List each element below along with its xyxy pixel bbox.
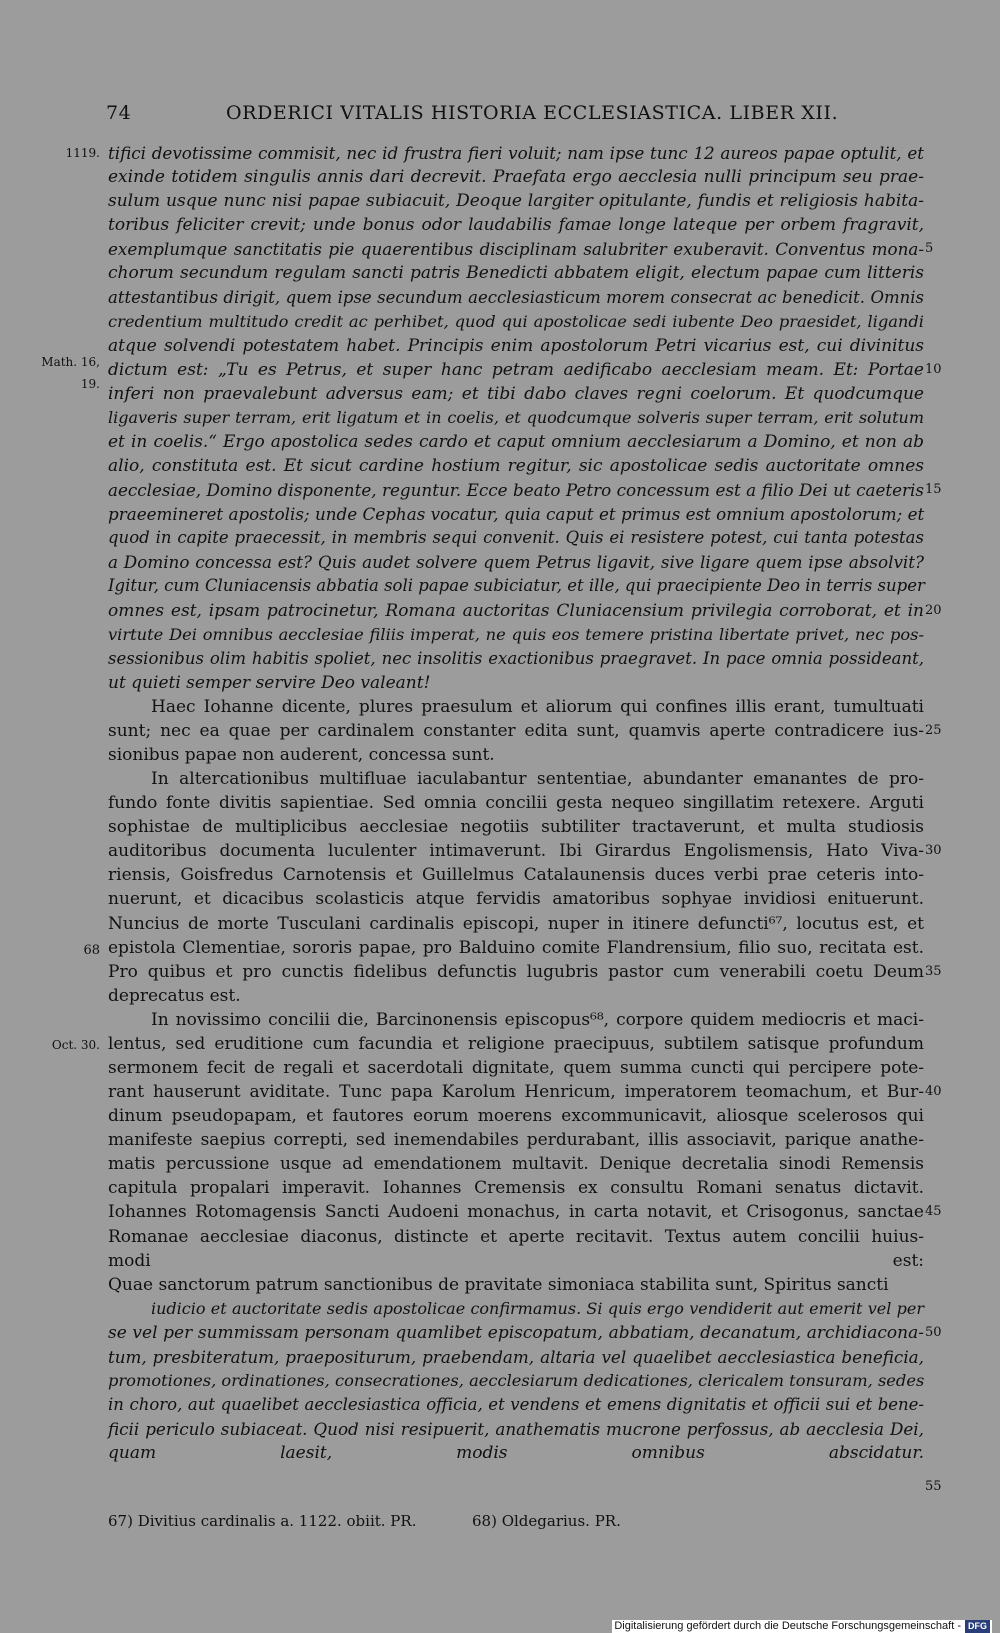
line-number: 15 [925, 482, 942, 497]
text-line: In novissimo concilii die, Barcinonensis episcopus⁶⁸, corpore quidem mediocris et maci- [151, 1010, 924, 1030]
line-number: 30 [925, 843, 942, 858]
text-line: dictum est: „Tu es Petrus, et super hanc petram aedificabo aecclesiam meam. Et: Portae [108, 360, 924, 380]
footnote: 67) Divitius cardinalis a. 1122. obiit. PR. [108, 1512, 417, 1530]
line-number: 5 [925, 241, 934, 256]
margin-year: 1119. [65, 146, 100, 160]
text-line: Iohannes Rotomagensis Sancti Audoeni monachus, in carta notavit, et Crisogonus, sanctae [108, 1202, 924, 1222]
text-line: exemplumque sanctitatis pie quaerentibus disciplinam salubriter exuberavit. Conventus mona- [108, 239, 924, 259]
text-line: deprecatus est. [108, 986, 241, 1006]
text-line: ut quieti semper servire Deo valeant! [108, 673, 431, 693]
text-line: Romanae aecclesiae diaconus, distincte et aperte recitavit. Textus autem concilii huius- [108, 1227, 924, 1247]
text-line: promotiones, ordinationes, consecrationes, aecclesiarum dedicationes, clericalem tonsuram, sedes [108, 1371, 925, 1390]
footnote: 68) Oldegarius. PR. [472, 1512, 621, 1530]
text-line: quod in capite praecessit, in membris sequi convenit. Quis ei resistere potest, cui tanta potestas [108, 528, 924, 547]
line-number: 50 [925, 1325, 942, 1340]
line-number: 55 [925, 1479, 942, 1494]
text-line: manifeste saepius correpti, sed inemendabiles perdurabant, illis associavit, parique anathe- [108, 1130, 924, 1150]
page-number: 74 [106, 102, 132, 124]
text-line: exinde totidem singulis annis dari decrevit. Praefata ergo aecclesia nulli principum seu prae- [108, 167, 924, 187]
text-line: dinum pseudopapam, et fautores eorum moerens excommunicavit, aliosque scelerosos qui [108, 1106, 924, 1126]
text-line: omnes est, ipsam patrocinetur, Romana auctoritas Cluniacensium privilegia corroborat, et in [108, 601, 924, 621]
text-line: credentium multitudo credit ac perhibet, quod qui apostolicae sedi iubente Deo praesidet, ligandi [108, 312, 924, 331]
dfg-logo: DFG [965, 1620, 990, 1633]
text-line: nuerunt, et dicacibus scolasticis atque fervidis amatoribus sophyae invidiosi enituerunt. [108, 889, 924, 909]
text-line: tum, presbiteratum, praepositurum, praebendam, altaria vel quaelibet aecclesiastica beneficia, [108, 1347, 924, 1367]
text-line: aecclesiae, Domino disponente, reguntur. Ecce beato Petro concessum est a filio Dei ut caeteris [108, 480, 924, 500]
text-line: auditoribus documenta luculenter intimaverunt. Ibi Girardus Engolismensis, Hato Viva- [108, 841, 924, 861]
margin-note-reference: 68 [83, 943, 100, 958]
running-title: ORDERICI VITALIS HISTORIA ECCLESIASTICA. LIBER XII. [226, 102, 839, 124]
line-number: 20 [925, 603, 942, 618]
margin-date: Oct. 30. [51, 1038, 100, 1052]
line-number: 40 [925, 1084, 942, 1099]
text-line: sessionibus olim habitis spoliet, nec insolitis exactionibus praegravet. In pace omnia possideant, [108, 649, 924, 668]
text-line: Pro quibus et pro cunctis fidelibus defunctis lugubris pastor cum venerabili coetu Deum [108, 962, 924, 982]
line-number: 25 [925, 723, 942, 738]
text-line: epistola Clementiae, sororis papae, pro Balduino comite Flandrensium, filio suo, recitata est. [108, 938, 924, 958]
line-number: 45 [925, 1204, 942, 1219]
text-line: In altercationibus multifluae iaculabantur sententiae, abundanter emanantes de pro- [151, 769, 924, 789]
text-line: atque solvendi potestatem habet. Principis enim apostolorum Petri vicarius est, cui divinitus [108, 336, 924, 356]
text-line: in choro, aut quaelibet aecclesiastica officia, et vendens et emens dignitatis et officii sui et bene- [108, 1395, 924, 1414]
text-line: sophistae de multiplicibus aecclesiae negotiis subtiliter tractaverunt, et multa studiosis [108, 817, 924, 837]
text-line: sermonem fecit de regali et sacerdotali dignitate, quem summa cuncti qui percipere pote- [108, 1058, 924, 1078]
text-line: virtute Dei omnibus aecclesiae filiis imperat, ne quis eos temere pristina libertate privet, nec pos- [108, 625, 924, 644]
text-line: tifici devotissime commisit, nec id frustra fieri voluit; nam ipse tunc 12 aureos papae optulit, et [108, 143, 924, 163]
text-line: sunt; nec ea quae per cardinalem constanter edita sunt, quamvis aperte contradicere ius- [108, 721, 924, 741]
page-header [0, 102, 1000, 132]
text-line: se vel per summissam personam quamlibet episcopatum, abbatiam, decanatum, archidiacona- [108, 1323, 924, 1343]
text-line: matis percussione usque ad emendationem multavit. Denique decretalia sinodi Remensis [108, 1154, 924, 1174]
text-line: Igitur, cum Cluniacensis abbatia soli papae subiciatur, et ille, qui praecipiente Deo in terris super [108, 576, 925, 595]
funding-note [612, 1620, 992, 1633]
text-line [108, 1466, 924, 1490]
text-line: lentus, sed eruditione cum facundia et religione praecipuus, subtilem satisque profundum [108, 1034, 924, 1054]
text-line: capitula propalari imperavit. Iohannes Cremensis ex consultu Romani senatus dictavit. [108, 1178, 924, 1198]
text-line: inferi non praevalebunt adversus eam; et tibi dabo claves regni coelorum. Et quodcumque [108, 384, 924, 404]
line-number: 10 [925, 362, 942, 377]
text-line: attestantibus dirigit, quem ipse secundum aecclesiasticum morem consecrat ac benedicit. Omnis [108, 288, 924, 307]
text-line: alio, constituta est. Et sicut cardine hostium regitur, sic apostolicae sedis auctoritate omnes [108, 456, 924, 476]
text-line: Nuncius de morte Tusculani cardinalis episcopi, nuper in itinere defuncti⁶⁷, locutus est, et [108, 914, 924, 934]
text-line: chorum secundum regulam sancti patris Benedicti abbatem eligit, electum papae cum litteris [108, 263, 924, 283]
text-line: ligaveris super terram, erit ligatum et in coelis, et quodcumque solveris super terram, erit solutum [108, 408, 924, 427]
margin-bible-reference: Math. 16, 19. [41, 355, 100, 391]
text-line: quam laesit, modis omnibus abscidatur. [108, 1443, 924, 1463]
text-line: modi est: [108, 1251, 924, 1271]
text-line: fundo fonte divitis sapientiae. Sed omnia concilii gesta nequeo singillatim retexere. Arguti [108, 793, 924, 813]
text-line: toribus feliciter crevit; unde bonus odor laudabilis famae longe lateque per orbem fragravit, [108, 215, 924, 235]
text-line: iudicio et auctoritate sedis apostolicae confirmamus. Si quis ergo vendiderit aut emerit vel per [151, 1299, 924, 1318]
text-line: riensis, Goisfredus Carnotensis et Guillelmus Catalaunensis duces verbi prae ceteris into- [108, 865, 924, 885]
text-line: et in coelis.“ Ergo apostolica sedes cardo et caput omnium aecclesiarum a Domino, et non ab [108, 432, 924, 452]
funding-text: Digitalisierung gefördert durch die Deutsche Forschungsgemeinschaft - [614, 1620, 961, 1632]
text-line: rant hauserunt aviditate. Tunc papa Karolum Henricum, imperatorem teomachum, et Bur- [108, 1082, 924, 1102]
text-line: sionibus papae non auderent, concessa sunt. [108, 745, 495, 765]
line-number: 35 [925, 964, 942, 979]
text-line: Quae sanctorum patrum sanctionibus de pravitate simoniaca stabilita sunt, Spiritus sancti [108, 1275, 889, 1295]
footnotes [108, 1510, 924, 1534]
text-line: Haec Iohanne dicente, plures praesulum et aliorum qui confines illis erant, tumultuati [151, 697, 924, 717]
text-line: praeemineret apostolis; unde Cephas vocatur, quia caput et primus est omnium apostolorum; et [108, 504, 925, 524]
text-line: sulum usque nunc nisi papae subiacuit, Deoque largiter opitulante, fundis et religiosis habita- [108, 191, 924, 211]
text-line: ficii periculo subiaceat. Quod nisi resipuerit, anathematis mucrone perfossus, ab aecclesia Dei, [108, 1419, 924, 1439]
text-line: a Domino concessa est? Quis audet solvere quem Petrus ligavit, sive ligare quem ipse absolvit? [108, 552, 924, 572]
